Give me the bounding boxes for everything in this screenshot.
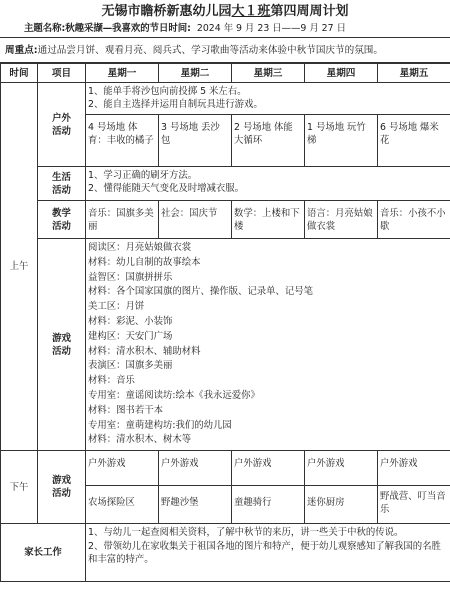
- parents-row: [1, 524, 450, 582]
- games-line: 建构区：天安门广场: [88, 330, 173, 342]
- games-label: 游戏 活动: [38, 239, 86, 451]
- afternoon-label: 下午: [1, 451, 38, 524]
- afternoon-thursday-1: 户外游戏: [305, 451, 378, 486]
- life-label: 生活 活动: [38, 167, 86, 201]
- header-friday: 星期五: [378, 64, 450, 83]
- afternoon-monday-1: 户外游戏: [86, 451, 159, 486]
- games-line: 材料：清水积木、树木等: [88, 434, 192, 446]
- outdoor-tuesday: 3 号场地 丢沙包: [159, 115, 232, 167]
- header-time: 时间: [1, 64, 38, 83]
- header-tuesday: 星期二: [159, 64, 232, 83]
- life-goals: [86, 167, 450, 201]
- parents-line: 2、带领幼儿在家收集关于祖国各地的图片和特产，便于幼儿观察感知了解我国的名胜和丰富的特产。: [88, 540, 441, 565]
- afternoon-row-1: [1, 451, 450, 486]
- games-line: 专用室：童谣阅读坊:绘本《我永远爱你》: [88, 389, 260, 401]
- outdoor-goals: [86, 83, 450, 115]
- outdoor-monday: 4 号场地 体育：丰收的橘子: [86, 115, 159, 167]
- afternoon-wednesday-2: 童趣骑行: [232, 486, 305, 524]
- page-title: [0, 4, 450, 20]
- outdoor-wednesday: 2 号场地 体能大循环: [232, 115, 305, 167]
- games-line: 材料：幼儿自制的故事绘本: [88, 256, 201, 268]
- outdoor-goal: 2、能自主选择并运用自制玩具进行游戏。: [88, 99, 263, 110]
- afternoon-friday-2: 野战营、叮当音乐: [378, 486, 450, 524]
- games-line: 表演区：国旗多美丽: [88, 360, 173, 372]
- afternoon-games-label: 游戏 活动: [38, 451, 86, 524]
- games-line: 阅读区：月亮姑娘做衣裳: [88, 242, 192, 253]
- subject-line: [24, 23, 444, 35]
- games-line: 材料：图书若干本: [88, 404, 164, 416]
- afternoon-tuesday-2: 野趣沙堡: [159, 486, 232, 524]
- subject-label: 主题名称:: [24, 23, 66, 34]
- afternoon-tuesday-1: 户外游戏: [159, 451, 232, 486]
- header-monday: 星期一: [86, 64, 159, 83]
- games-line: 材料：清水积木、辅助材料: [88, 345, 201, 357]
- focus-value: 通过品尝月饼、观看月亮、阅兵式、学习歌曲等活动来体验中秋节国庆节的氛围。: [37, 45, 383, 56]
- afternoon-monday-2: 农场探险区: [86, 486, 159, 524]
- outdoor-thursday: 1 号场地 玩竹梯: [305, 115, 378, 167]
- teaching-wednesday: 数学：上楼和下楼: [232, 201, 305, 239]
- title-prefix: 无锡市瞻桥新惠幼儿园: [101, 4, 232, 19]
- parents-content: [86, 524, 450, 582]
- life-goal: 2、懂得能随天气变化及时增减衣服。: [88, 183, 244, 194]
- parents-line: 1、与幼儿一起查阅相关资料，了解中秋节的来历，讲一些关于中秋的传说。: [88, 527, 404, 538]
- teaching-label: 教学 活动: [38, 201, 86, 239]
- life-goal: 1、学习正确的刷牙方法。: [88, 170, 198, 181]
- header-row: [1, 64, 450, 83]
- plan-table: [0, 63, 450, 582]
- games-line: 益智区：国旗拼拼乐: [88, 271, 173, 283]
- header-thursday: 星期四: [305, 64, 378, 83]
- header-wednesday: 星期三: [232, 64, 305, 83]
- outdoor-label: 户外 活动: [38, 83, 86, 167]
- outdoor-goals-row: [1, 83, 450, 115]
- header-item: 项目: [38, 64, 86, 83]
- morning-label: 上午: [1, 83, 38, 451]
- title-suffix: 第四周周计划: [270, 4, 349, 19]
- afternoon-thursday-2: 迷你厨房: [305, 486, 378, 524]
- teaching-thursday: 语言：月亮姑娘做衣裳: [305, 201, 378, 239]
- class-name: 大１班: [231, 4, 271, 19]
- week-focus: [0, 37, 450, 63]
- outdoor-goal: 1、能单手将沙包向前投掷 5 米左右。: [88, 86, 247, 97]
- teaching-friday: 音乐：小孩不小歇: [378, 201, 450, 239]
- games-line: 材料：各个国家国旗的图片、操作版、记录单、记号笔: [88, 286, 314, 298]
- games-line: 美工区：月饼: [88, 301, 145, 313]
- teaching-monday: 音乐：国旗多美丽: [86, 201, 159, 239]
- life-row: [1, 167, 450, 201]
- games-row: [1, 239, 450, 451]
- focus-label: 周重点:: [5, 45, 38, 56]
- teaching-tuesday: 社会：国庆节: [159, 201, 232, 239]
- afternoon-wednesday-1: 户外游戏: [232, 451, 305, 486]
- games-line: 专用室：童萌建构坊:我们的幼儿园: [88, 419, 232, 431]
- afternoon-friday-1: 户外游戏: [378, 451, 450, 486]
- games-line: 材料：彩泥、小装饰: [88, 315, 173, 327]
- games-line: 材料：音乐: [88, 375, 135, 387]
- teaching-row: [1, 201, 450, 239]
- subject-value: 秋趣采撷—我喜欢的节日时间:: [65, 23, 191, 34]
- date-range: 2024 年 9 月 23 日——9 月 27 日: [196, 23, 346, 34]
- parents-label: 家长工作: [1, 524, 86, 582]
- games-content: [86, 239, 450, 451]
- outdoor-friday: 6 号场地 爆米花: [378, 115, 450, 167]
